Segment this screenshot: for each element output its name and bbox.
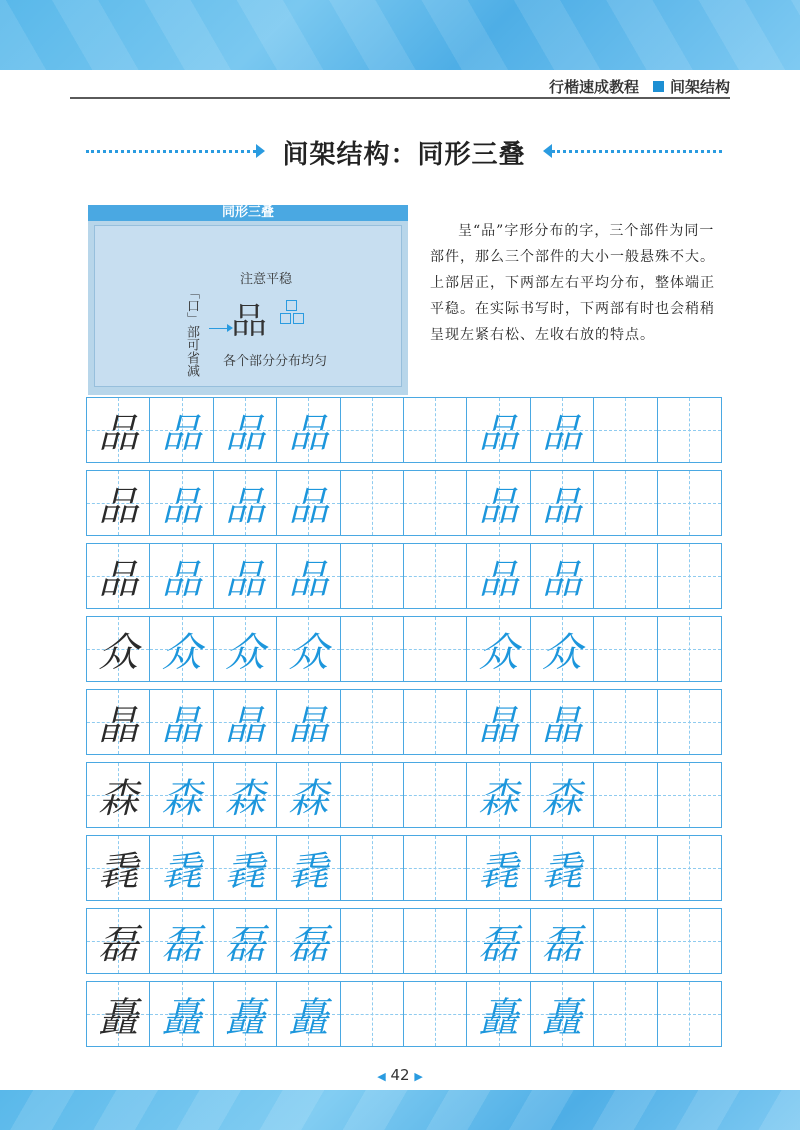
trace-char: 磊 (478, 921, 519, 968)
trace-char: 品 (478, 410, 519, 457)
trace-char: 品 (478, 483, 519, 530)
illustration-panel (94, 225, 402, 387)
bottom-note: 各个部分分布均匀 (223, 354, 328, 369)
practice-cell[interactable] (277, 982, 340, 1046)
practice-cell[interactable] (214, 909, 277, 973)
practice-cell[interactable] (214, 690, 277, 754)
trace-char: 众 (478, 629, 519, 676)
trace-char: 品 (161, 483, 202, 530)
practice-row (86, 908, 722, 974)
practice-cell[interactable] (531, 398, 594, 462)
trace-char: 晶 (478, 702, 519, 749)
practice-cell[interactable] (150, 690, 213, 754)
triangle-right-icon: ▶ (414, 1070, 423, 1083)
practice-cell[interactable] (467, 836, 530, 900)
trace-char: 品 (541, 556, 582, 603)
practice-cell[interactable] (150, 836, 213, 900)
practice-cell[interactable] (658, 763, 721, 827)
practice-cell[interactable] (531, 617, 594, 681)
trace-char: 品 (288, 483, 329, 530)
page-title: 间架结构：同形三叠 (282, 140, 526, 170)
page-number-value: 42 (390, 1066, 410, 1084)
top-note: 注意平稳 (240, 272, 293, 287)
practice-grid (86, 397, 722, 1054)
model-char: 众 (98, 629, 139, 676)
practice-cell[interactable] (404, 763, 467, 827)
practice-cell[interactable] (467, 909, 530, 973)
trace-char: 矗 (541, 994, 582, 1041)
practice-cell[interactable] (594, 617, 657, 681)
model-char: 磊 (98, 921, 139, 968)
practice-cell[interactable] (404, 398, 467, 462)
practice-cell[interactable] (467, 617, 530, 681)
practice-cell[interactable] (150, 763, 213, 827)
practice-row (86, 543, 722, 609)
practice-cell[interactable] (404, 836, 467, 900)
description-text: 呈“品”字形分布的字，三个部件为同一部件，那么三个部件的大小一般悬殊不大。上部居正，下两部左右平均分布，整体端正平稳。在实际书写时，下两部有时也会稍稍呈现左紧右松、左收右放的特点。 (430, 223, 715, 343)
practice-cell[interactable] (467, 544, 530, 608)
trace-char: 森 (288, 775, 329, 822)
practice-cell[interactable] (594, 836, 657, 900)
practice-cell[interactable] (594, 471, 657, 535)
trace-char: 磊 (161, 921, 202, 968)
practice-cell[interactable] (341, 909, 404, 973)
practice-cell[interactable] (214, 398, 277, 462)
trace-char: 毳 (224, 848, 265, 895)
practice-cell[interactable] (150, 909, 213, 973)
structure-illustration (88, 205, 408, 395)
trace-char: 品 (161, 556, 202, 603)
trace-char: 磊 (541, 921, 582, 968)
practice-cell[interactable] (404, 982, 467, 1046)
practice-cell[interactable] (277, 763, 340, 827)
trace-char: 毳 (161, 848, 202, 895)
practice-cell[interactable] (277, 909, 340, 973)
practice-row (86, 981, 722, 1047)
practice-cell[interactable] (341, 836, 404, 900)
triangle-left-icon: ◀ (377, 1070, 386, 1083)
practice-cell[interactable] (150, 544, 213, 608)
practice-cell[interactable] (277, 836, 340, 900)
practice-cell[interactable] (277, 690, 340, 754)
trace-char: 众 (224, 629, 265, 676)
practice-cell[interactable] (467, 471, 530, 535)
practice-cell[interactable] (594, 982, 657, 1046)
model-char: 森 (98, 775, 139, 822)
practice-cell[interactable] (531, 544, 594, 608)
trace-char: 品 (541, 410, 582, 457)
trace-char: 品 (224, 556, 265, 603)
practice-cell[interactable] (531, 763, 594, 827)
practice-cell[interactable] (87, 909, 150, 973)
practice-cell[interactable] (341, 763, 404, 827)
trace-char: 晶 (224, 702, 265, 749)
practice-cell[interactable] (341, 690, 404, 754)
practice-cell[interactable] (594, 398, 657, 462)
trace-char: 森 (161, 775, 202, 822)
practice-cell[interactable] (341, 617, 404, 681)
trace-char: 晶 (288, 702, 329, 749)
practice-cell[interactable] (214, 763, 277, 827)
practice-cell[interactable] (404, 617, 467, 681)
practice-cell[interactable] (341, 471, 404, 535)
practice-cell[interactable] (150, 398, 213, 462)
pointer-line (209, 328, 229, 329)
header-rule (70, 97, 730, 99)
dotted-line-right (552, 150, 722, 153)
box-top-icon (286, 300, 297, 311)
box-bottom-right-icon (293, 313, 304, 324)
practice-cell[interactable] (658, 690, 721, 754)
practice-cell[interactable] (341, 544, 404, 608)
practice-row (86, 689, 722, 755)
trace-char: 晶 (161, 702, 202, 749)
practice-row (86, 616, 722, 682)
trace-char: 品 (478, 556, 519, 603)
practice-cell[interactable] (87, 836, 150, 900)
practice-cell[interactable] (658, 617, 721, 681)
illustration-banner-title: 同形三叠 (221, 205, 274, 220)
trace-char: 众 (161, 629, 202, 676)
practice-cell[interactable] (150, 982, 213, 1046)
practice-cell[interactable] (150, 471, 213, 535)
practice-cell[interactable] (531, 982, 594, 1046)
trace-char: 磊 (288, 921, 329, 968)
trace-char: 品 (541, 483, 582, 530)
practice-cell[interactable] (531, 690, 594, 754)
practice-cell[interactable] (214, 836, 277, 900)
practice-cell[interactable] (87, 763, 150, 827)
page-number (0, 1066, 800, 1084)
practice-cell[interactable] (658, 836, 721, 900)
trace-char: 品 (224, 483, 265, 530)
book-title: 行楷速成教程 (548, 78, 639, 96)
top-decorative-band (0, 0, 800, 70)
practice-cell[interactable] (658, 398, 721, 462)
practice-cell[interactable] (594, 763, 657, 827)
box-bottom-left-icon (280, 313, 291, 324)
practice-cell[interactable] (531, 471, 594, 535)
trace-char: 毳 (541, 848, 582, 895)
practice-row (86, 835, 722, 901)
practice-cell[interactable] (277, 617, 340, 681)
practice-cell[interactable] (150, 617, 213, 681)
practice-cell[interactable] (531, 836, 594, 900)
trace-char: 森 (478, 775, 519, 822)
practice-cell[interactable] (214, 617, 277, 681)
side-note: 「口」部可省减 (184, 286, 199, 377)
trace-char: 矗 (288, 994, 329, 1041)
practice-cell[interactable] (277, 398, 340, 462)
bottom-decorative-band (0, 1090, 800, 1130)
practice-row (86, 470, 722, 536)
arrow-left-icon (543, 144, 552, 158)
model-char: 品 (98, 410, 139, 457)
trace-char: 晶 (541, 702, 582, 749)
trace-char: 毳 (478, 848, 519, 895)
practice-row (86, 397, 722, 463)
practice-row (86, 762, 722, 828)
trace-char: 众 (541, 629, 582, 676)
practice-cell[interactable] (87, 471, 150, 535)
trace-char: 矗 (224, 994, 265, 1041)
practice-cell[interactable] (658, 909, 721, 973)
practice-cell[interactable] (404, 471, 467, 535)
trace-char: 品 (224, 410, 265, 457)
trace-char: 磊 (224, 921, 265, 968)
practice-cell[interactable] (467, 982, 530, 1046)
practice-cell[interactable] (87, 690, 150, 754)
practice-cell[interactable] (467, 690, 530, 754)
trace-char: 森 (224, 775, 265, 822)
practice-cell[interactable] (341, 982, 404, 1046)
title-bar (86, 132, 722, 172)
practice-cell[interactable] (594, 544, 657, 608)
practice-cell[interactable] (404, 690, 467, 754)
section-name: 间架结构 (669, 78, 730, 96)
model-char: 矗 (98, 994, 139, 1041)
practice-cell[interactable] (467, 763, 530, 827)
model-char: 品 (98, 483, 139, 530)
practice-cell[interactable] (594, 909, 657, 973)
trace-char: 品 (288, 556, 329, 603)
practice-cell[interactable] (594, 690, 657, 754)
practice-cell[interactable] (87, 617, 150, 681)
model-char: 毳 (98, 848, 139, 895)
trace-char: 品 (161, 410, 202, 457)
model-char: 品 (98, 556, 139, 603)
trace-char: 毳 (288, 848, 329, 895)
practice-cell[interactable] (658, 544, 721, 608)
trace-char: 矗 (478, 994, 519, 1041)
practice-cell[interactable] (467, 398, 530, 462)
practice-cell[interactable] (87, 398, 150, 462)
practice-cell[interactable] (404, 909, 467, 973)
practice-cell[interactable] (277, 544, 340, 608)
example-char: 品 (231, 301, 268, 342)
trace-char: 矗 (161, 994, 202, 1041)
practice-cell[interactable] (531, 909, 594, 973)
practice-cell[interactable] (658, 471, 721, 535)
trace-char: 众 (288, 629, 329, 676)
practice-cell[interactable] (341, 398, 404, 462)
trace-char: 森 (541, 775, 582, 822)
practice-cell[interactable] (87, 982, 150, 1046)
practice-cell[interactable] (404, 544, 467, 608)
practice-cell[interactable] (214, 982, 277, 1046)
practice-cell[interactable] (214, 544, 277, 608)
running-header (549, 76, 730, 97)
square-bullet-icon (653, 81, 664, 92)
practice-cell[interactable] (214, 471, 277, 535)
practice-cell[interactable] (658, 982, 721, 1046)
trace-char: 品 (288, 410, 329, 457)
practice-cell[interactable] (87, 544, 150, 608)
model-char: 晶 (98, 702, 139, 749)
practice-cell[interactable] (277, 471, 340, 535)
